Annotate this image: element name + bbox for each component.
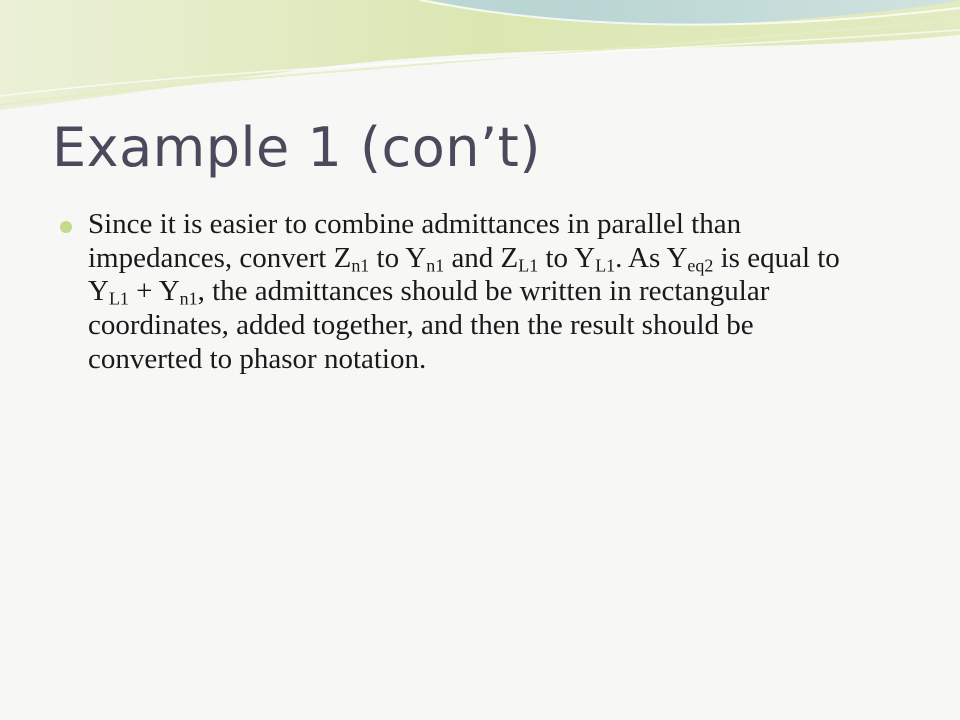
- bullet-item: [60, 208, 870, 376]
- header-wave-decoration: [0, 0, 960, 120]
- bullet-text: Since it is easier to combine admittances in parallel than impedances, convert $Z_{n1}$ to $Y_{n1}$ and $Z_{L1}$ to $Y_{L1}$. As $Y_{eq2}$ is equal to $Y_{L1} + Y_{n1}$, the admittances should be written in rectangular coordinates, added together, and then the result should be converted to phasor notation.: [88, 208, 840, 375]
- slide-title: Example 1 (con’t): [52, 116, 541, 179]
- bullet-dot-icon: [60, 221, 72, 233]
- bullet-list: [60, 208, 870, 376]
